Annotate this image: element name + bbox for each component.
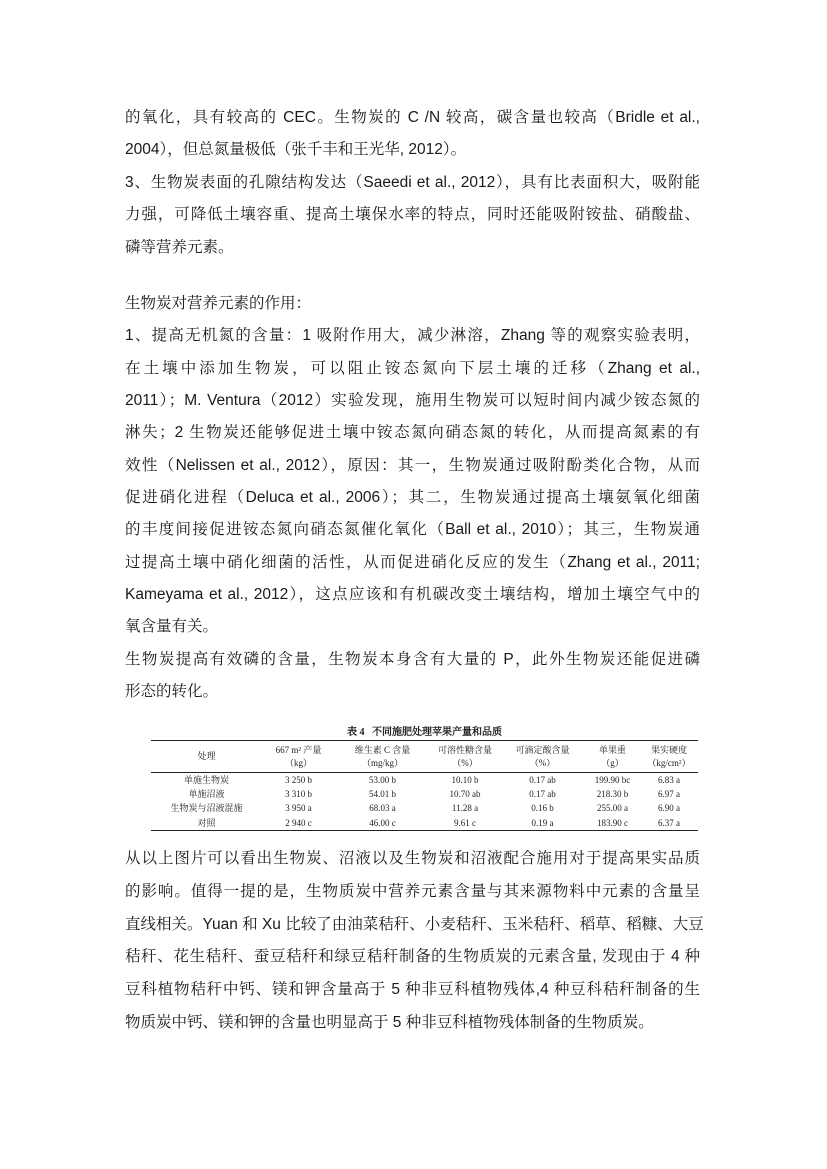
text-line: 促进硝化进程（Deluca et al., 2006）；其二，生物炭通过提高土壤氨氧化细菌: [125, 488, 700, 506]
text-line: 1、提高无机氮的含量：1 吸附作用大，减少淋溶，Zhang 等的观察实验表明，: [125, 327, 700, 345]
paragraph-3: [125, 843, 704, 1040]
table-cell: 6.37 a: [658, 817, 680, 828]
column-header: 667 m² 产量 （kg）: [262, 741, 335, 773]
table-caption: 表 4 不同施肥处理苹果产量和品质: [347, 727, 502, 738]
text-line: 淋失；2 生物炭还能够促进土壤中铵态氮向硝态氮的转化，从而提高氮素的有: [125, 424, 700, 442]
text-line: 的丰度间接促进铵态氮向硝态氮催化氧化（Ball et al., 2010）；其三，生物炭通: [125, 521, 700, 539]
table-cell: 10.70 ab: [449, 789, 481, 800]
table-cell: 53.00 b: [369, 775, 396, 786]
column-header: 可溶性糖含量 （%）: [430, 741, 500, 773]
table-cell: 9.61 c: [454, 817, 476, 828]
text-line: 3、生物炭表面的孔隙结构发达（Saeedi et al., 2012），具有比表面积大，吸附能: [125, 173, 700, 191]
table-cell: 54.01 b: [369, 789, 396, 800]
text-line: 2004），但总氮量极低（张千丰和王光华, 2012）。: [125, 141, 467, 159]
table-cell: 199.90 bc: [594, 775, 631, 786]
results-table: [151, 740, 698, 831]
column-header: 可滴定酸含量 （%）: [500, 741, 585, 773]
text-line: 氧含量有关。: [125, 618, 219, 636]
text-line: 在土壤中添加生物炭，可以阻止铵态氮向下层土壤的迁移（Zhang et al.,: [125, 359, 700, 377]
table-cell: 生物炭与沼液混施: [170, 803, 243, 814]
text-line: 过提高土壤中硝化细菌的活性，从而促进硝化反应的发生（Zhang et al., 2011;: [125, 553, 700, 571]
table-cell: 6.90 a: [658, 803, 680, 814]
table-cell: 3 950 a: [285, 803, 312, 814]
table-cell: 10.10 b: [451, 775, 479, 786]
table-cell: 0.19 a: [531, 817, 554, 828]
text-line: 直线相关。Yuan 和 Xu 比较了由油菜秸秆、小麦秸秆、玉米秸秆、稻草、稻糠、大豆: [125, 915, 704, 933]
table-cell: 2 940 c: [285, 817, 312, 828]
table-cell: 6.83 a: [658, 775, 680, 786]
text-line: 从以上图片可以看出生物炭、沼液以及生物炭和沼液配合施用对于提高果实品质: [125, 850, 700, 867]
text-line: 豆科植物秸秆中钙、镁和钾含量高于 5 种非豆科植物残体,4 种豆科秸秆制备的生: [125, 981, 700, 999]
table-row: [151, 773, 698, 788]
table-header-row: [151, 741, 698, 773]
table-cell: 3 310 b: [285, 789, 312, 800]
column-header: 果实硬度 （kg/cm²）: [640, 741, 698, 773]
text-line: 效性（Nelissen et al., 2012），原因：其一，生物炭通过吸附酚类化合物，从而: [125, 456, 700, 474]
table-cell: 6.97 a: [658, 789, 680, 800]
paragraph-1: [125, 102, 700, 264]
text-line: 生物炭提高有效磷的含量，生物炭本身含有大量的 P，此外生物炭还能促进磷: [125, 650, 700, 668]
table-row: [151, 816, 698, 831]
table-cell: 46.00 c: [369, 817, 396, 828]
table-cell: 0.17 ab: [529, 775, 556, 786]
text-line: 物质炭中钙、镁和钾的含量也明显高于 5 种非豆科植物残体制备的生物质炭。: [125, 1013, 654, 1031]
text-line: 力强，可降低土壤容重、提高土壤保水率的特点，同时还能吸附铵盐、硝酸盐、: [125, 206, 700, 224]
table-cell: 0.16 b: [531, 803, 554, 814]
table-cell: 0.17 ab: [529, 789, 556, 800]
text-line: 的氧化，具有较高的 CEC。生物炭的 C /N 较高，碳含量也较高（Bridle et al.,: [125, 109, 700, 126]
table-cell: 单施生物炭: [183, 775, 229, 786]
table-cell: 单施沼液: [188, 789, 225, 800]
paragraph-2: [125, 288, 700, 708]
table-row: [151, 787, 698, 801]
table-cell: 218.30 b: [596, 789, 629, 800]
column-header: 维生素 C 含量 （mg/kg）: [335, 741, 430, 773]
table-row: [151, 801, 698, 815]
text-line: 的影响。值得一提的是，生物质炭中营养元素含量与其来源物料中元素的含量呈: [125, 882, 700, 900]
table-cell: 11.28 a: [451, 803, 479, 814]
column-header: 单果重 （g）: [585, 741, 640, 773]
text-line: 形态的转化。: [125, 682, 219, 700]
table-cell: 183.90 c: [597, 817, 628, 828]
column-header: 处理: [151, 741, 262, 773]
table-cell: 3 250 b: [285, 775, 312, 786]
table-cell: 对照: [197, 817, 216, 828]
text-line: 2011）；M. Ventura（2012）实验发现，施用生物炭可以短时间内减少铵态氮的: [125, 391, 700, 409]
text-line: 磷等营养元素。: [125, 238, 234, 256]
text-line: 秸秆、花生秸秆、蚕豆秸秆和绿豆秸秆制备的生物质炭的元素含量, 发现由于 4 种: [125, 948, 700, 966]
text-line: Kameyama et al., 2012），这点应该和有机碳改变土壤结构，增加土壤空气中的: [125, 585, 700, 603]
section-heading: 生物炭对营养元素的作用：: [125, 295, 312, 312]
table-cell: 68.03 a: [369, 803, 396, 814]
table-cell: 255.00 a: [597, 803, 628, 814]
